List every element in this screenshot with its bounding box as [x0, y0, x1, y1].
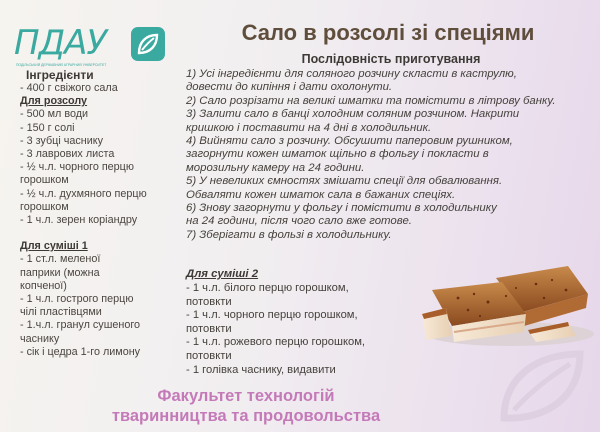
mix2-item: - 1 ч.л. чорного перцю горошком,	[186, 309, 358, 322]
step-line: 7) Зберігати в фользі в холодильнику.	[186, 228, 392, 241]
mix2-item: - 1 ч.л. рожевого перцю горошком,	[186, 336, 365, 349]
leaf-watermark-icon	[496, 348, 588, 426]
step-line: морозильну камеру на 24 години.	[186, 161, 365, 174]
mix2-item: потовкти	[186, 322, 232, 335]
mix1-item: часнику	[20, 332, 60, 345]
brine-item: - ½ ч.л. духмяного перцю	[20, 187, 147, 200]
mix1-heading: Для суміші 1	[20, 240, 88, 253]
footer-line-1: Факультет технологій	[157, 387, 335, 405]
brine-item: - ½ ч.л. чорного перцю	[20, 161, 134, 174]
step-line: 4) Вийняти сало з розчину. Обсушити паперовим рушником,	[186, 135, 513, 148]
steps-heading: Послідовність приготування	[301, 52, 481, 66]
brine-item: - 1 ч.л. зерен коріандру	[20, 214, 138, 227]
logo-text: ПДАУ	[14, 23, 107, 63]
brine-item: - 150 г солі	[20, 121, 75, 134]
mix2-item: - 1 ч.л. білого перцю горошком,	[186, 282, 349, 294]
recipe-title: Сало в розсолі зі спеціями	[241, 20, 535, 45]
mix2-heading: Для суміші 2	[186, 268, 259, 280]
university-logo	[2, 24, 167, 68]
step-line: 6) Знову загорнути у фольгу і помістити в холодильнику	[186, 202, 497, 215]
step-line: на 24 години, після чого сало вже готове.	[186, 215, 412, 228]
step-line: 3) Залити сало в банці холодним соляним розчином. Накрити	[186, 108, 520, 121]
mix2-item: потовкти	[186, 295, 232, 308]
mix1-item: - 1 ч.л. гострого перцю	[20, 293, 134, 306]
brine-item: - 3 зубці часнику	[20, 134, 103, 147]
footer-line-2: тваринництва та продовольства	[111, 407, 381, 425]
salo-food-photo	[418, 252, 594, 348]
brine-item: горошком	[20, 174, 69, 187]
mix1-item: паприки (можна	[20, 266, 100, 279]
leaf-logo-icon	[131, 27, 165, 61]
mix1-item: чілі пластівцями	[20, 306, 102, 319]
ingredients-list	[20, 82, 176, 359]
mix2-item: - 1 голівка часнику, видавити	[186, 363, 336, 376]
brine-item: - 500 мл води	[20, 108, 89, 121]
step-line: кришкою і поставити на 4 дні в холодильник.	[186, 121, 432, 134]
step-line: 2) Сало розрізати на великі шматки та помістити в літрову банку.	[186, 94, 556, 107]
mix1-item: - сік і цедра 1-го лимону	[20, 345, 141, 358]
faculty-footer	[46, 386, 446, 426]
mix1-item: - 1 ст.л. меленої	[20, 253, 101, 266]
ingredients-heading: Інгредієнти	[26, 68, 94, 82]
step-line: довести до кипіння і дати охолонути.	[186, 81, 393, 94]
step-line: загорнути кожен шматок щільно в фольгу і покласти в	[186, 148, 489, 161]
step-line: Обваляти кожен шматок сала в бажаних спеціях.	[186, 188, 456, 201]
mix2-list	[186, 282, 416, 377]
brine-heading: Для розсолу	[20, 95, 88, 108]
mix1-item: - 1.ч.л. гранул сушеного	[20, 319, 141, 332]
brine-item: - 3 лаврових листа	[20, 148, 115, 161]
step-line: 1) Усі інгредієнти для соляного розчину скласти в каструлю,	[186, 68, 517, 80]
mix2-item: потовкти	[186, 349, 232, 362]
ingredient-item: - 400 г свіжого сала	[20, 82, 118, 94]
logo-subtitle: ПОДІЛЬСЬКИЙ ДЕРЖАВНИЙ АГРАРНИЙ УНІВЕРСИТЕТ	[16, 63, 107, 67]
brine-item: горошком	[20, 200, 69, 213]
step-line: 5) У невеликих ємностях змішати спеції для обвалювання.	[186, 175, 503, 188]
mix1-item: копченої)	[20, 279, 67, 292]
steps-list	[186, 68, 592, 242]
